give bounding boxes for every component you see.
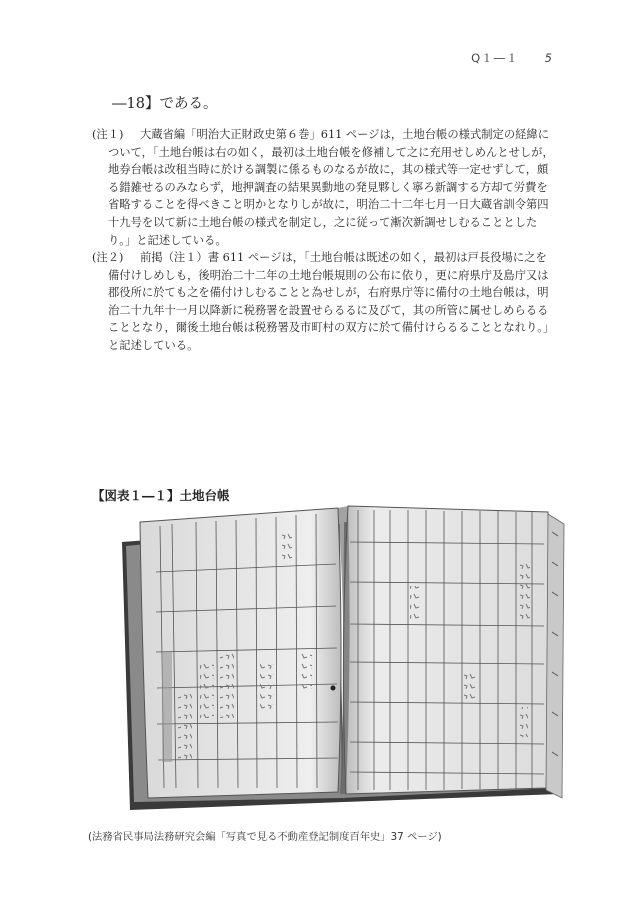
footnote-line: こととなり，爾後土地台帳は税務署及市町村の双方に於て備付けらるることとなれり。」: [108, 321, 555, 335]
lead-text: ―18】である。: [112, 96, 218, 112]
footnote-line: 大蔵省編「明治大正財政史第６巻」611 ページは，土地台帳の様式制定の経緯に: [140, 128, 550, 141]
section-label: Q１―１: [471, 51, 519, 65]
footnote-line: 十九号を以て新に土地台帳の様式を制定し，之に従って漸次新調せしむることとした: [108, 215, 538, 229]
footnote-1: [92, 126, 574, 249]
footnote-line: 治二十九年十一月以降新に税務署を設置せらるるに及びて，其の所管に属せしめらるる: [108, 303, 549, 317]
footnote-line: 省略することを得べきこと明かとなりしが故に，明治二十二年七月一日大蔵省訓令第四: [108, 198, 549, 212]
footnote-line: 地券台帳は改租当時に於ける調製に係るものなるが故に，其の様式等一定せずして，頗: [108, 163, 549, 177]
footnote-2: [92, 249, 574, 355]
footnote-line: ついて，「土地台帳は右の如く，最初は土地台帳を修補して之に充用せしめんとせしが，: [108, 145, 554, 159]
footnote-line: 備付けしめしも，後明治二十二年の土地台帳規則の公布に依り，更に府県庁及島庁又は: [108, 268, 549, 282]
page-number: 5: [544, 51, 553, 65]
figure-source: (法務省民事局法務研究会編「写真で見る不動産登記制度百年史」37 ページ): [88, 831, 442, 843]
footnote-line: る錯雑せるのみならず，地押調査の結果異動地の発見夥しく寧ろ新調する方却て労費を: [108, 180, 548, 194]
land-ledger-photo: [112, 502, 572, 820]
open-ledger-book-illustration: [112, 502, 572, 820]
footnote-label: (注１): [92, 128, 124, 141]
footnote-line: り。」と記述している。: [108, 233, 227, 247]
footnote-label: (注２): [92, 251, 124, 264]
footnote-line: 郡役所に於ても之を備付けしむることと為せしが，右府県庁等に備付の土地台帳は，明: [108, 286, 549, 300]
page-header: [471, 50, 553, 66]
footnote-line: 前掲（注１）書 611 ページは，「土地台帳は既述の如く，最初は戸長役場に之を: [140, 251, 547, 264]
footnote-line: と記述している。: [108, 338, 199, 352]
figure-caption: 【図表１―１】土地台帳: [92, 488, 230, 503]
